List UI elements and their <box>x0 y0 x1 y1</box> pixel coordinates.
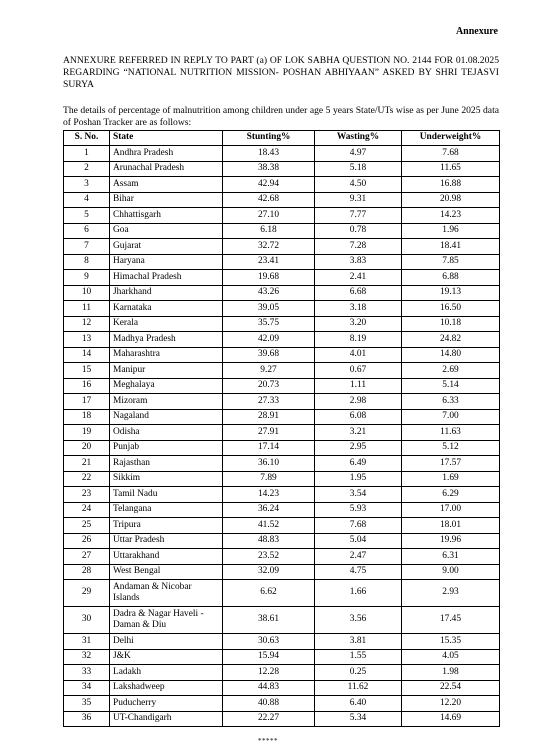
cell-stunting: 36.24 <box>223 502 315 518</box>
cell-state: Andhra Pradesh <box>110 146 223 162</box>
cell-underweight: 4.05 <box>402 649 500 665</box>
cell-state: Tripura <box>110 518 223 534</box>
cell-sno: 15 <box>64 363 110 379</box>
cell-state: Mizoram <box>110 394 223 410</box>
cell-state: Rajasthan <box>110 456 223 472</box>
cell-underweight: 19.13 <box>402 285 500 301</box>
cell-sno: 24 <box>64 502 110 518</box>
cell-state: Manipur <box>110 363 223 379</box>
cell-wasting: 2.47 <box>315 549 402 565</box>
cell-underweight: 16.88 <box>402 177 500 193</box>
cell-stunting: 7.89 <box>223 471 315 487</box>
cell-sno: 31 <box>64 634 110 650</box>
cell-sno: 28 <box>64 564 110 580</box>
cell-wasting: 3.56 <box>315 607 402 634</box>
cell-underweight: 12.20 <box>402 696 500 712</box>
cell-state: J&K <box>110 649 223 665</box>
cell-state: Odisha <box>110 425 223 441</box>
table-row <box>64 471 500 487</box>
cell-stunting: 9.27 <box>223 363 315 379</box>
cell-wasting: 6.68 <box>315 285 402 301</box>
cell-sno: 35 <box>64 696 110 712</box>
cell-state: Kerala <box>110 316 223 332</box>
cell-wasting: 5.34 <box>315 711 402 727</box>
cell-sno: 1 <box>64 146 110 162</box>
cell-underweight: 14.80 <box>402 347 500 363</box>
cell-state: Himachal Pradesh <box>110 270 223 286</box>
cell-underweight: 7.00 <box>402 409 500 425</box>
footer-stars: ***** <box>258 737 278 745</box>
cell-stunting: 42.68 <box>223 192 315 208</box>
malnutrition-table <box>63 130 500 727</box>
cell-underweight: 7.85 <box>402 254 500 270</box>
cell-underweight: 10.18 <box>402 316 500 332</box>
cell-sno: 2 <box>64 161 110 177</box>
cell-wasting: 7.28 <box>315 239 402 255</box>
cell-state: Chhattisgarh <box>110 208 223 224</box>
cell-state: Meghalaya <box>110 378 223 394</box>
cell-underweight: 1.96 <box>402 223 500 239</box>
table-row <box>64 146 500 162</box>
cell-wasting: 8.19 <box>315 332 402 348</box>
table-body <box>64 146 500 727</box>
cell-stunting: 38.38 <box>223 161 315 177</box>
cell-sno: 11 <box>64 301 110 317</box>
table-row <box>64 665 500 681</box>
cell-sno: 27 <box>64 549 110 565</box>
cell-underweight: 17.00 <box>402 502 500 518</box>
table-row <box>64 394 500 410</box>
cell-stunting: 38.61 <box>223 607 315 634</box>
cell-stunting: 36.10 <box>223 456 315 472</box>
table-row <box>64 502 500 518</box>
cell-underweight: 5.14 <box>402 378 500 394</box>
table-row <box>64 607 500 634</box>
cell-state: Maharashtra <box>110 347 223 363</box>
cell-state: Telangana <box>110 502 223 518</box>
cell-sno: 32 <box>64 649 110 665</box>
annexure-label: Annexure <box>455 26 498 37</box>
cell-sno: 22 <box>64 471 110 487</box>
cell-wasting: 1.66 <box>315 580 402 607</box>
cell-state: Jharkhand <box>110 285 223 301</box>
cell-wasting: 7.68 <box>315 518 402 534</box>
cell-wasting: 11.62 <box>315 680 402 696</box>
cell-wasting: 4.50 <box>315 177 402 193</box>
cell-state: Bihar <box>110 192 223 208</box>
cell-state: Arunachal Pradesh <box>110 161 223 177</box>
cell-sno: 18 <box>64 409 110 425</box>
cell-wasting: 4.01 <box>315 347 402 363</box>
cell-state: Goa <box>110 223 223 239</box>
cell-underweight: 6.33 <box>402 394 500 410</box>
cell-sno: 26 <box>64 533 110 549</box>
cell-stunting: 44.83 <box>223 680 315 696</box>
cell-stunting: 23.52 <box>223 549 315 565</box>
cell-state: Punjab <box>110 440 223 456</box>
table-row <box>64 208 500 224</box>
cell-state: Madhya Pradesh <box>110 332 223 348</box>
cell-stunting: 17.14 <box>223 440 315 456</box>
cell-wasting: 2.41 <box>315 270 402 286</box>
cell-sno: 29 <box>64 580 110 607</box>
table-row <box>64 634 500 650</box>
table-row <box>64 409 500 425</box>
cell-wasting: 2.95 <box>315 440 402 456</box>
cell-underweight: 1.69 <box>402 471 500 487</box>
cell-stunting: 43.26 <box>223 285 315 301</box>
cell-stunting: 39.05 <box>223 301 315 317</box>
table-row <box>64 456 500 472</box>
cell-wasting: 7.77 <box>315 208 402 224</box>
cell-stunting: 30.63 <box>223 634 315 650</box>
table-row <box>64 378 500 394</box>
cell-stunting: 14.23 <box>223 487 315 503</box>
table-row <box>64 711 500 727</box>
header-wasting: Wasting% <box>315 131 402 146</box>
table-row <box>64 254 500 270</box>
table-row <box>64 580 500 607</box>
cell-state: Delhi <box>110 634 223 650</box>
cell-stunting: 28.91 <box>223 409 315 425</box>
cell-underweight: 2.93 <box>402 580 500 607</box>
cell-state: West Bengal <box>110 564 223 580</box>
table-row <box>64 680 500 696</box>
cell-state: Uttar Pradesh <box>110 533 223 549</box>
header-underweight: Underweight% <box>402 131 500 146</box>
cell-wasting: 4.97 <box>315 146 402 162</box>
table-row <box>64 301 500 317</box>
cell-underweight: 6.31 <box>402 549 500 565</box>
cell-wasting: 9.31 <box>315 192 402 208</box>
cell-stunting: 42.09 <box>223 332 315 348</box>
cell-sno: 14 <box>64 347 110 363</box>
cell-state: UT-Chandigarh <box>110 711 223 727</box>
header-stunting: Stunting% <box>223 131 315 146</box>
cell-wasting: 3.18 <box>315 301 402 317</box>
cell-wasting: 3.21 <box>315 425 402 441</box>
cell-underweight: 18.41 <box>402 239 500 255</box>
cell-state: Karnataka <box>110 301 223 317</box>
cell-wasting: 6.49 <box>315 456 402 472</box>
cell-sno: 13 <box>64 332 110 348</box>
intro-paragraph: The details of percentage of malnutrition among children under age 5 years State/UTs wise as per June 2025 data of Poshan Tracker are as follows: <box>63 105 499 128</box>
table-row <box>64 347 500 363</box>
cell-state: Assam <box>110 177 223 193</box>
cell-stunting: 20.73 <box>223 378 315 394</box>
cell-sno: 23 <box>64 487 110 503</box>
cell-underweight: 14.69 <box>402 711 500 727</box>
cell-underweight: 18.01 <box>402 518 500 534</box>
cell-underweight: 6.29 <box>402 487 500 503</box>
cell-stunting: 18.43 <box>223 146 315 162</box>
cell-wasting: 6.08 <box>315 409 402 425</box>
table-row <box>64 425 500 441</box>
table-row <box>64 564 500 580</box>
table-row <box>64 192 500 208</box>
cell-stunting: 32.09 <box>223 564 315 580</box>
cell-state: Dadra & Nagar Haveli - Daman & Diu <box>110 607 223 634</box>
cell-wasting: 2.98 <box>315 394 402 410</box>
cell-wasting: 4.75 <box>315 564 402 580</box>
table-row <box>64 533 500 549</box>
cell-state: Tamil Nadu <box>110 487 223 503</box>
cell-state: Lakshadweep <box>110 680 223 696</box>
cell-sno: 7 <box>64 239 110 255</box>
header-state: State <box>110 131 223 146</box>
table-row <box>64 177 500 193</box>
cell-state: Puducherry <box>110 696 223 712</box>
cell-wasting: 0.78 <box>315 223 402 239</box>
cell-stunting: 12.28 <box>223 665 315 681</box>
cell-underweight: 14.23 <box>402 208 500 224</box>
cell-sno: 34 <box>64 680 110 696</box>
cell-stunting: 27.91 <box>223 425 315 441</box>
cell-sno: 21 <box>64 456 110 472</box>
cell-stunting: 48.83 <box>223 533 315 549</box>
cell-state: Uttarakhand <box>110 549 223 565</box>
cell-sno: 25 <box>64 518 110 534</box>
cell-wasting: 3.54 <box>315 487 402 503</box>
cell-stunting: 39.68 <box>223 347 315 363</box>
cell-underweight: 15.35 <box>402 634 500 650</box>
cell-stunting: 23.41 <box>223 254 315 270</box>
cell-sno: 3 <box>64 177 110 193</box>
cell-sno: 17 <box>64 394 110 410</box>
cell-underweight: 19.96 <box>402 533 500 549</box>
cell-underweight: 9.00 <box>402 564 500 580</box>
cell-sno: 5 <box>64 208 110 224</box>
table-header-row <box>64 131 500 146</box>
cell-wasting: 1.11 <box>315 378 402 394</box>
cell-underweight: 11.65 <box>402 161 500 177</box>
cell-underweight: 16.50 <box>402 301 500 317</box>
cell-wasting: 1.95 <box>315 471 402 487</box>
cell-state: Haryana <box>110 254 223 270</box>
cell-wasting: 6.40 <box>315 696 402 712</box>
table-row <box>64 696 500 712</box>
header-sno: S. No. <box>64 131 110 146</box>
table-row <box>64 270 500 286</box>
cell-underweight: 6.88 <box>402 270 500 286</box>
table-row <box>64 285 500 301</box>
cell-wasting: 3.83 <box>315 254 402 270</box>
cell-sno: 4 <box>64 192 110 208</box>
table-row <box>64 440 500 456</box>
table-row <box>64 487 500 503</box>
cell-underweight: 5.12 <box>402 440 500 456</box>
cell-underweight: 22.54 <box>402 680 500 696</box>
cell-underweight: 20.98 <box>402 192 500 208</box>
cell-stunting: 19.68 <box>223 270 315 286</box>
cell-stunting: 32.72 <box>223 239 315 255</box>
cell-sno: 19 <box>64 425 110 441</box>
table-row <box>64 316 500 332</box>
cell-sno: 10 <box>64 285 110 301</box>
cell-sno: 36 <box>64 711 110 727</box>
cell-sno: 8 <box>64 254 110 270</box>
cell-state: Nagaland <box>110 409 223 425</box>
cell-stunting: 6.62 <box>223 580 315 607</box>
table-row <box>64 332 500 348</box>
table-row <box>64 223 500 239</box>
table-row <box>64 161 500 177</box>
table-row <box>64 649 500 665</box>
cell-sno: 30 <box>64 607 110 634</box>
cell-stunting: 27.33 <box>223 394 315 410</box>
cell-wasting: 5.93 <box>315 502 402 518</box>
cell-wasting: 0.67 <box>315 363 402 379</box>
table-row <box>64 363 500 379</box>
cell-wasting: 1.55 <box>315 649 402 665</box>
document-heading: ANNEXURE REFERRED IN REPLY TO PART (a) OF LOK SABHA QUESTION NO. 2144 FOR 01.08.2025 REGARDING “NATIONAL NUTRITION MISSION- POSHAN ABHIYAAN” ASKED BY SHRI TEJASVI SURYA <box>63 55 499 90</box>
cell-sno: 16 <box>64 378 110 394</box>
cell-stunting: 35.75 <box>223 316 315 332</box>
cell-state: Ladakh <box>110 665 223 681</box>
cell-state: Sikkim <box>110 471 223 487</box>
cell-stunting: 6.18 <box>223 223 315 239</box>
cell-sno: 9 <box>64 270 110 286</box>
cell-stunting: 22.27 <box>223 711 315 727</box>
cell-wasting: 3.20 <box>315 316 402 332</box>
cell-underweight: 2.69 <box>402 363 500 379</box>
cell-state: Andaman & Nicobar Islands <box>110 580 223 607</box>
cell-sno: 20 <box>64 440 110 456</box>
table-row <box>64 239 500 255</box>
cell-sno: 6 <box>64 223 110 239</box>
table-row <box>64 549 500 565</box>
cell-wasting: 0.25 <box>315 665 402 681</box>
cell-wasting: 5.18 <box>315 161 402 177</box>
cell-underweight: 11.63 <box>402 425 500 441</box>
cell-sno: 12 <box>64 316 110 332</box>
cell-sno: 33 <box>64 665 110 681</box>
cell-stunting: 27.10 <box>223 208 315 224</box>
cell-underweight: 17.45 <box>402 607 500 634</box>
cell-underweight: 7.68 <box>402 146 500 162</box>
cell-underweight: 17.57 <box>402 456 500 472</box>
cell-stunting: 42.94 <box>223 177 315 193</box>
cell-wasting: 5.04 <box>315 533 402 549</box>
cell-underweight: 24.82 <box>402 332 500 348</box>
cell-stunting: 15.94 <box>223 649 315 665</box>
cell-stunting: 40.88 <box>223 696 315 712</box>
cell-wasting: 3.81 <box>315 634 402 650</box>
table-row <box>64 518 500 534</box>
cell-stunting: 41.52 <box>223 518 315 534</box>
cell-state: Gujarat <box>110 239 223 255</box>
cell-underweight: 1.98 <box>402 665 500 681</box>
